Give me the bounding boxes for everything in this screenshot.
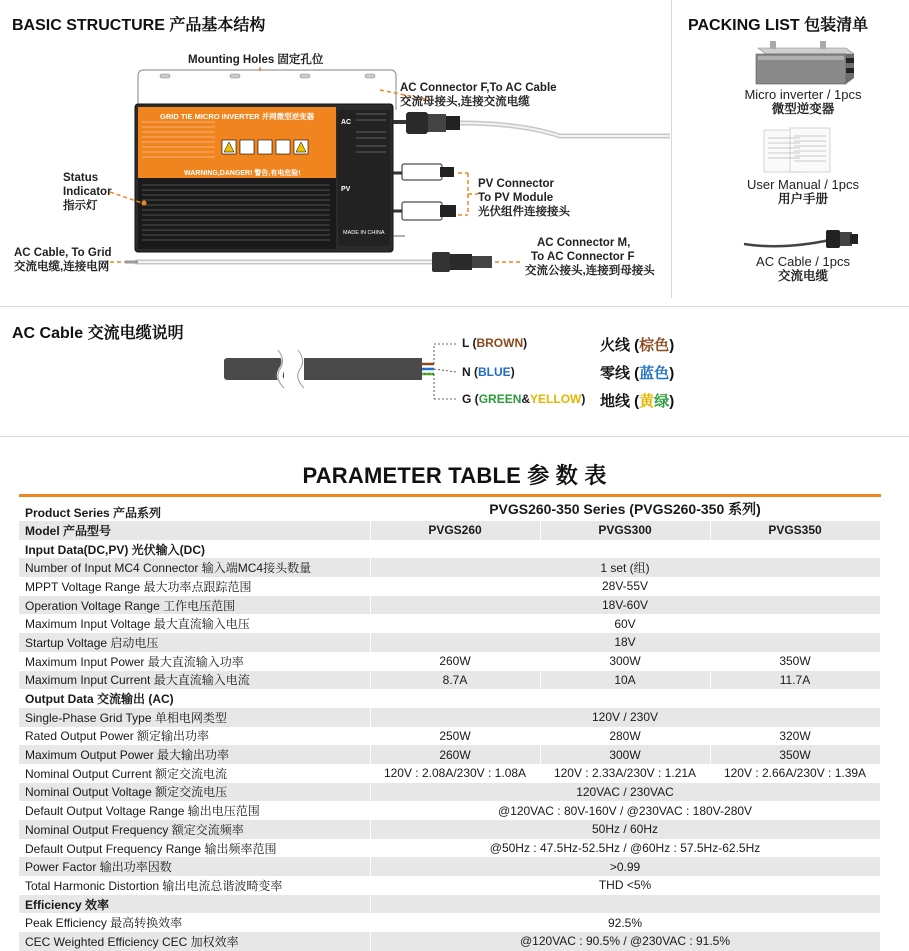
table-row <box>19 577 880 596</box>
table-row <box>19 913 880 932</box>
row-value: 260W <box>370 652 540 671</box>
row-label: Nominal Output Frequency 额定交流频率 <box>19 820 370 839</box>
row-value: 18V <box>370 633 880 652</box>
table-row <box>19 633 880 652</box>
table-section-row <box>19 689 880 708</box>
row-value: 18V-60V <box>370 596 880 615</box>
ac-connector-m-label: AC Connector M, To AC Connector F 交流公接头,连接到母接头 <box>525 237 655 277</box>
table-row <box>19 708 880 727</box>
table-row <box>19 521 880 540</box>
row-value: 320W <box>710 727 880 746</box>
row-value: 11.7A <box>710 671 880 690</box>
row-label: Default Output Frequency Range 输出频率范围 <box>19 839 370 858</box>
row-label: Startup Voltage 启动电压 <box>19 633 370 652</box>
row-label: Efficiency 效率 <box>19 895 370 914</box>
wire-n-label: N (BLUE) <box>462 365 515 379</box>
table-row <box>19 558 880 577</box>
model-label: Model 产品型号 <box>19 521 370 540</box>
section-divider <box>671 0 672 298</box>
row-value: 28V-55V <box>370 577 880 596</box>
row-value: 350W <box>710 745 880 764</box>
table-row <box>19 671 880 690</box>
section-divider <box>0 436 909 437</box>
row-value: >0.99 <box>370 857 880 876</box>
device-made-in: MADE IN CHINA <box>343 230 385 236</box>
row-value: 92.5% <box>370 913 880 932</box>
table-row <box>19 496 880 522</box>
device-title: GRID TIE MICRO INVERTER 并网微型逆变器 <box>160 112 315 121</box>
table-row <box>19 783 880 802</box>
row-empty <box>370 540 880 559</box>
row-label: CEC Weighted Efficiency CEC 加权效率 <box>19 932 370 951</box>
parameter-table <box>19 494 881 951</box>
ac-cable-title: AC Cable 交流电缆说明 <box>12 325 184 342</box>
model-260: PVGS260 <box>370 521 540 540</box>
table-row <box>19 596 880 615</box>
table-row <box>19 764 880 783</box>
row-label: Number of Input MC4 Connector 输入端MC4接头数量 <box>19 558 370 577</box>
table-row <box>19 652 880 671</box>
table-section-row <box>19 895 880 914</box>
table-row <box>19 857 880 876</box>
row-label: MPPT Voltage Range 最大功率点跟踪范围 <box>19 577 370 596</box>
row-label: Maximum Input Current 最大直流输入电流 <box>19 671 370 690</box>
row-value: 1 set (组) <box>370 558 880 577</box>
wire-g-cn: 地线 (黄绿) <box>600 393 675 410</box>
row-value: 350W <box>710 652 880 671</box>
row-label: Rated Output Power 额定输出功率 <box>19 727 370 746</box>
table-row <box>19 876 880 895</box>
micro-inverter-image <box>750 38 860 90</box>
row-empty <box>370 895 880 914</box>
row-label: Output Data 交流输出 (AC) <box>19 689 370 708</box>
row-value: 280W <box>540 727 710 746</box>
wire-g-label: G (GREEN&YELLOW) <box>462 392 586 406</box>
model-300: PVGS300 <box>540 521 710 540</box>
row-label: Nominal Output Current 额定交流电流 <box>19 764 370 783</box>
table-row <box>19 614 880 633</box>
row-value: 120V : 2.66A/230V : 1.39A <box>710 764 880 783</box>
table-row <box>19 932 880 951</box>
row-value: 50Hz / 60Hz <box>370 820 880 839</box>
table-row <box>19 820 880 839</box>
row-value: 260W <box>370 745 540 764</box>
row-label: Default Output Voltage Range 输出电压范围 <box>19 801 370 820</box>
model-350: PVGS350 <box>710 521 880 540</box>
row-label: Nominal Output Voltage 额定交流电压 <box>19 783 370 802</box>
row-label: Maximum Input Power 最大直流输入功率 <box>19 652 370 671</box>
packing-item-manual: User Manual / 1pcs 用户手册 <box>747 177 859 206</box>
row-value: 120V : 2.33A/230V : 1.21A <box>540 764 710 783</box>
row-empty <box>370 689 880 708</box>
row-value: 300W <box>540 652 710 671</box>
row-value: THD <5% <box>370 876 880 895</box>
user-manual-image <box>762 126 832 176</box>
status-indicator-label: Status Indicator 指示灯 <box>63 172 112 212</box>
row-value: 250W <box>370 727 540 746</box>
row-value: 120V / 230V <box>370 708 880 727</box>
device-ac-label: AC <box>341 119 352 126</box>
series-label: Product Series 产品系列 <box>19 496 370 522</box>
ac-connector-f-label: AC Connector F,To AC Cable 交流母接头,连接交流电缆 <box>400 82 557 108</box>
row-value: 120V : 2.08A/230V : 1.08A <box>370 764 540 783</box>
row-label: Maximum Output Power 最大输出功率 <box>19 745 370 764</box>
row-label: Peak Efficiency 最高转换效率 <box>19 913 370 932</box>
mounting-holes-label: Mounting Holes 固定孔位 <box>188 54 324 66</box>
row-label: Total Harmonic Distortion 输出电流总谐波畸变率 <box>19 876 370 895</box>
pv-connector-label: PV Connector To PV Module 光伏组件连接接头 <box>478 178 570 218</box>
row-value: 60V <box>370 614 880 633</box>
ac-cable-grid-label: AC Cable, To Grid 交流电缆,连接电网 <box>14 247 112 273</box>
row-value: 300W <box>540 745 710 764</box>
row-label: Single-Phase Grid Type 单相电网类型 <box>19 708 370 727</box>
series-value: PVGS260-350 Series (PVGS260-350 系列) <box>370 496 880 522</box>
parameter-table-title: PARAMETER TABLE 参 数 表 <box>302 463 607 488</box>
section-divider <box>0 306 909 307</box>
packing-list-title: PACKING LIST 包装清单 <box>688 17 869 34</box>
table-row <box>19 727 880 746</box>
table-row <box>19 745 880 764</box>
row-value: 120VAC / 230VAC <box>370 783 880 802</box>
table-section-row <box>19 540 880 559</box>
table-row <box>19 801 880 820</box>
row-value: 8.7A <box>370 671 540 690</box>
row-value: @120VAC : 90.5% / @230VAC : 91.5% <box>370 932 880 951</box>
ac-cable-diagram <box>220 330 480 410</box>
packing-item-inverter: Micro inverter / 1pcs 微型逆变器 <box>744 87 862 116</box>
table-row <box>19 839 880 858</box>
row-value: @50Hz : 47.5Hz-52.5Hz / @60Hz : 57.5Hz-62.5Hz <box>370 839 880 858</box>
device-pv-label: PV <box>341 186 351 193</box>
wire-l-label: L (BROWN) <box>462 336 528 350</box>
row-value: 10A <box>540 671 710 690</box>
wire-n-cn: 零线 (蓝色) <box>600 365 675 382</box>
row-label: Power Factor 输出功率因数 <box>19 857 370 876</box>
row-value: @120VAC : 80V-160V / @230VAC : 180V-280V <box>370 801 880 820</box>
packing-item-ac-cable: AC Cable / 1pcs 交流电缆 <box>756 254 850 283</box>
row-label: Input Data(DC,PV) 光伏输入(DC) <box>19 540 370 559</box>
row-label: Operation Voltage Range 工作电压范围 <box>19 596 370 615</box>
wire-l-cn: 火线 (棕色) <box>600 337 675 354</box>
device-warning: WARNING,DANGER! 警告,有电危险! <box>184 170 301 177</box>
ac-cable-image <box>742 222 862 258</box>
basic-structure-title: BASIC STRUCTURE 产品基本结构 <box>12 17 266 34</box>
row-label: Maximum Input Voltage 最大直流输入电压 <box>19 614 370 633</box>
